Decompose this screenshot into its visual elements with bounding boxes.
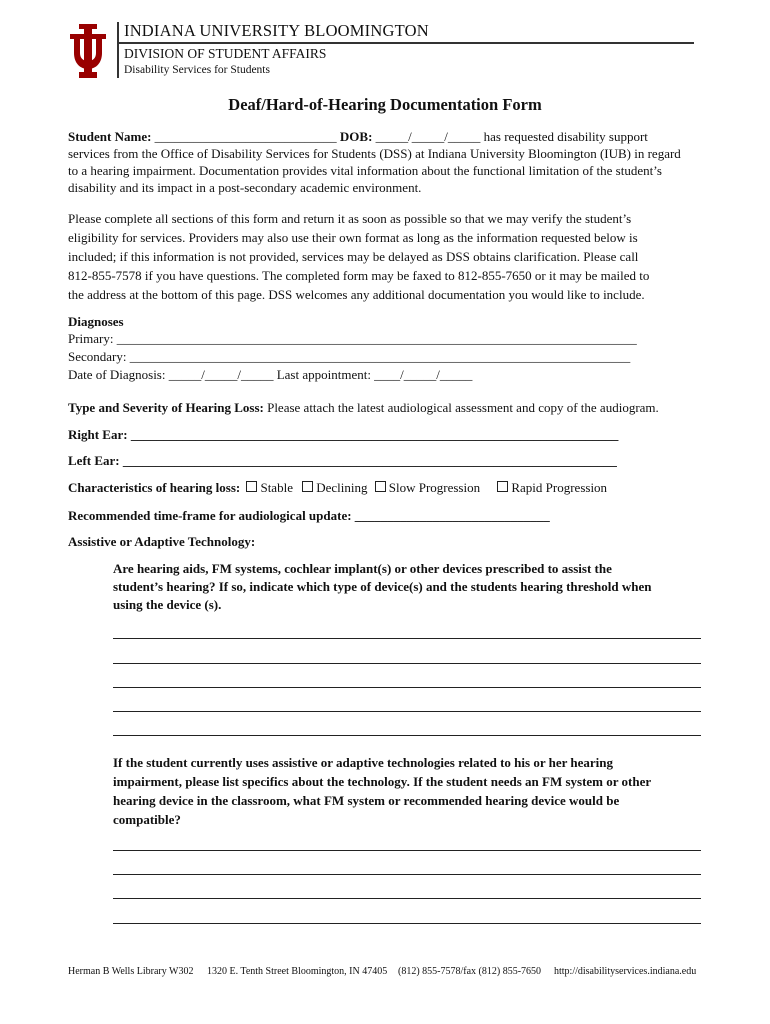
answer-1-line[interactable] xyxy=(113,710,701,712)
form-title: Deaf/Hard-of-Hearing Documentation Form xyxy=(228,95,542,114)
left-ear-field[interactable]: Left Ear: ____________________________________________________________________________ xyxy=(68,453,617,468)
timeframe-field[interactable]: Recommended time-frame for audiological update: ______________________________ xyxy=(68,508,550,523)
iu-trident-logo-icon xyxy=(68,24,108,78)
right-ear-field[interactable]: Right Ear: ___________________________________________________________________________ xyxy=(68,427,619,442)
question-2-line: hearing device in the classroom, what FM system or recommended hearing device would be xyxy=(113,793,620,808)
question-2-line: If the student currently uses assistive or adaptive technologies related to his or her hearing xyxy=(113,755,614,770)
instructions-line: eligibility for services. Providers may also use their own format as long as the information requested below is xyxy=(68,230,638,245)
option-slow-progression[interactable]: Slow Progression xyxy=(375,480,480,495)
footer-url[interactable]: http://disabilityservices.indiana.edu xyxy=(554,966,697,977)
characteristics-label: Characteristics of hearing loss: xyxy=(68,480,241,495)
characteristics-row xyxy=(68,479,607,497)
intro-line-3: to a hearing impairment. Documentation provides vital information about the functional limitation of the student’s xyxy=(68,163,662,178)
answer-2-line[interactable] xyxy=(113,849,701,851)
instructions-line: included; if this information is not provided, services may be delayed as DSS obtains clarification. Please call xyxy=(68,249,639,264)
instructions-line: 812-855-7578 if you have questions. The completed form may be faxed to 812-855-7650 or it may be mailed to xyxy=(68,268,650,283)
question-1-line: student’s hearing? If so, indicate which type of device(s) and the students hearing threshold when xyxy=(113,579,652,594)
question-2-line: compatible? xyxy=(113,812,181,827)
intro-line-1 xyxy=(68,128,648,146)
answer-2-line[interactable] xyxy=(113,897,701,899)
checkbox-icon[interactable] xyxy=(497,481,508,492)
answer-1-line[interactable] xyxy=(113,662,701,664)
option-rapid-progression[interactable]: Rapid Progression xyxy=(497,480,607,495)
checkbox-icon[interactable] xyxy=(375,481,386,492)
division-name: DIVISION OF STUDENT AFFAIRS xyxy=(124,46,327,61)
option-stable[interactable]: Stable xyxy=(246,480,293,495)
primary-diagnosis-field[interactable]: Primary: ________________________________________________________________________________ xyxy=(68,331,637,346)
answer-1-line[interactable] xyxy=(113,686,701,688)
diagnoses-heading: Diagnoses xyxy=(68,314,124,329)
hearing-loss-label: Type and Severity of Hearing Loss: xyxy=(68,400,264,415)
option-declining[interactable]: Declining xyxy=(302,480,367,495)
question-2-line: impairment, please list specifics about the technology. If the student needs an FM system or other xyxy=(113,774,652,789)
instructions-line: Please complete all sections of this form and return it as soon as possible so that we may verify the student’s xyxy=(68,211,632,226)
answer-1-line[interactable] xyxy=(113,637,701,639)
footer-address-street: 1320 E. Tenth Street Bloomington, IN 47405 xyxy=(207,966,388,977)
intro-line-4: disability and its impact in a post-secondary academic environment. xyxy=(68,180,422,195)
footer-phone: (812) 855-7578/fax (812) 855-7650 xyxy=(398,966,542,977)
dob-field[interactable]: _____/_____/_____ has requested disability support xyxy=(372,129,648,144)
hearing-loss-row xyxy=(68,399,659,417)
intro-line-2: services from the Office of Disability Services for Students (DSS) at Indiana University Bloomington (IUB) in regard xyxy=(68,146,681,161)
hearing-loss-text: Please attach the latest audiological assessment and copy of the audiogram. xyxy=(263,400,659,415)
checkbox-icon[interactable] xyxy=(246,481,257,492)
answer-2-line[interactable] xyxy=(113,922,701,924)
student-name-label: Student Name: xyxy=(68,129,152,144)
diagnosis-date-field[interactable]: Date of Diagnosis: _____/_____/_____ Last appointment: ____/_____/_____ xyxy=(68,367,473,382)
answer-2-line[interactable] xyxy=(113,873,701,875)
department-name: Disability Services for Students xyxy=(124,64,270,76)
secondary-diagnosis-field[interactable]: Secondary: _____________________________________________________________________________ xyxy=(68,349,631,364)
assistive-heading: Assistive or Adaptive Technology: xyxy=(68,534,256,549)
checkbox-icon[interactable] xyxy=(302,481,313,492)
footer-address-building: Herman B Wells Library W302 xyxy=(68,966,194,977)
header-divider xyxy=(118,42,694,44)
answer-1-line[interactable] xyxy=(113,734,701,736)
dob-label: DOB: xyxy=(339,129,373,144)
question-1-line: Are hearing aids, FM systems, cochlear implant(s) or other devices prescribed to assist the xyxy=(113,561,612,576)
header-divider-vertical xyxy=(117,22,119,78)
university-name: INDIANA UNIVERSITY BLOOMINGTON xyxy=(124,21,429,40)
question-1-line: using the device (s). xyxy=(113,597,222,612)
instructions-line: the address at the bottom of this page. DSS welcomes any additional documentation you would like to include. xyxy=(68,287,645,302)
student-name-field[interactable]: ____________________________ xyxy=(151,129,340,144)
